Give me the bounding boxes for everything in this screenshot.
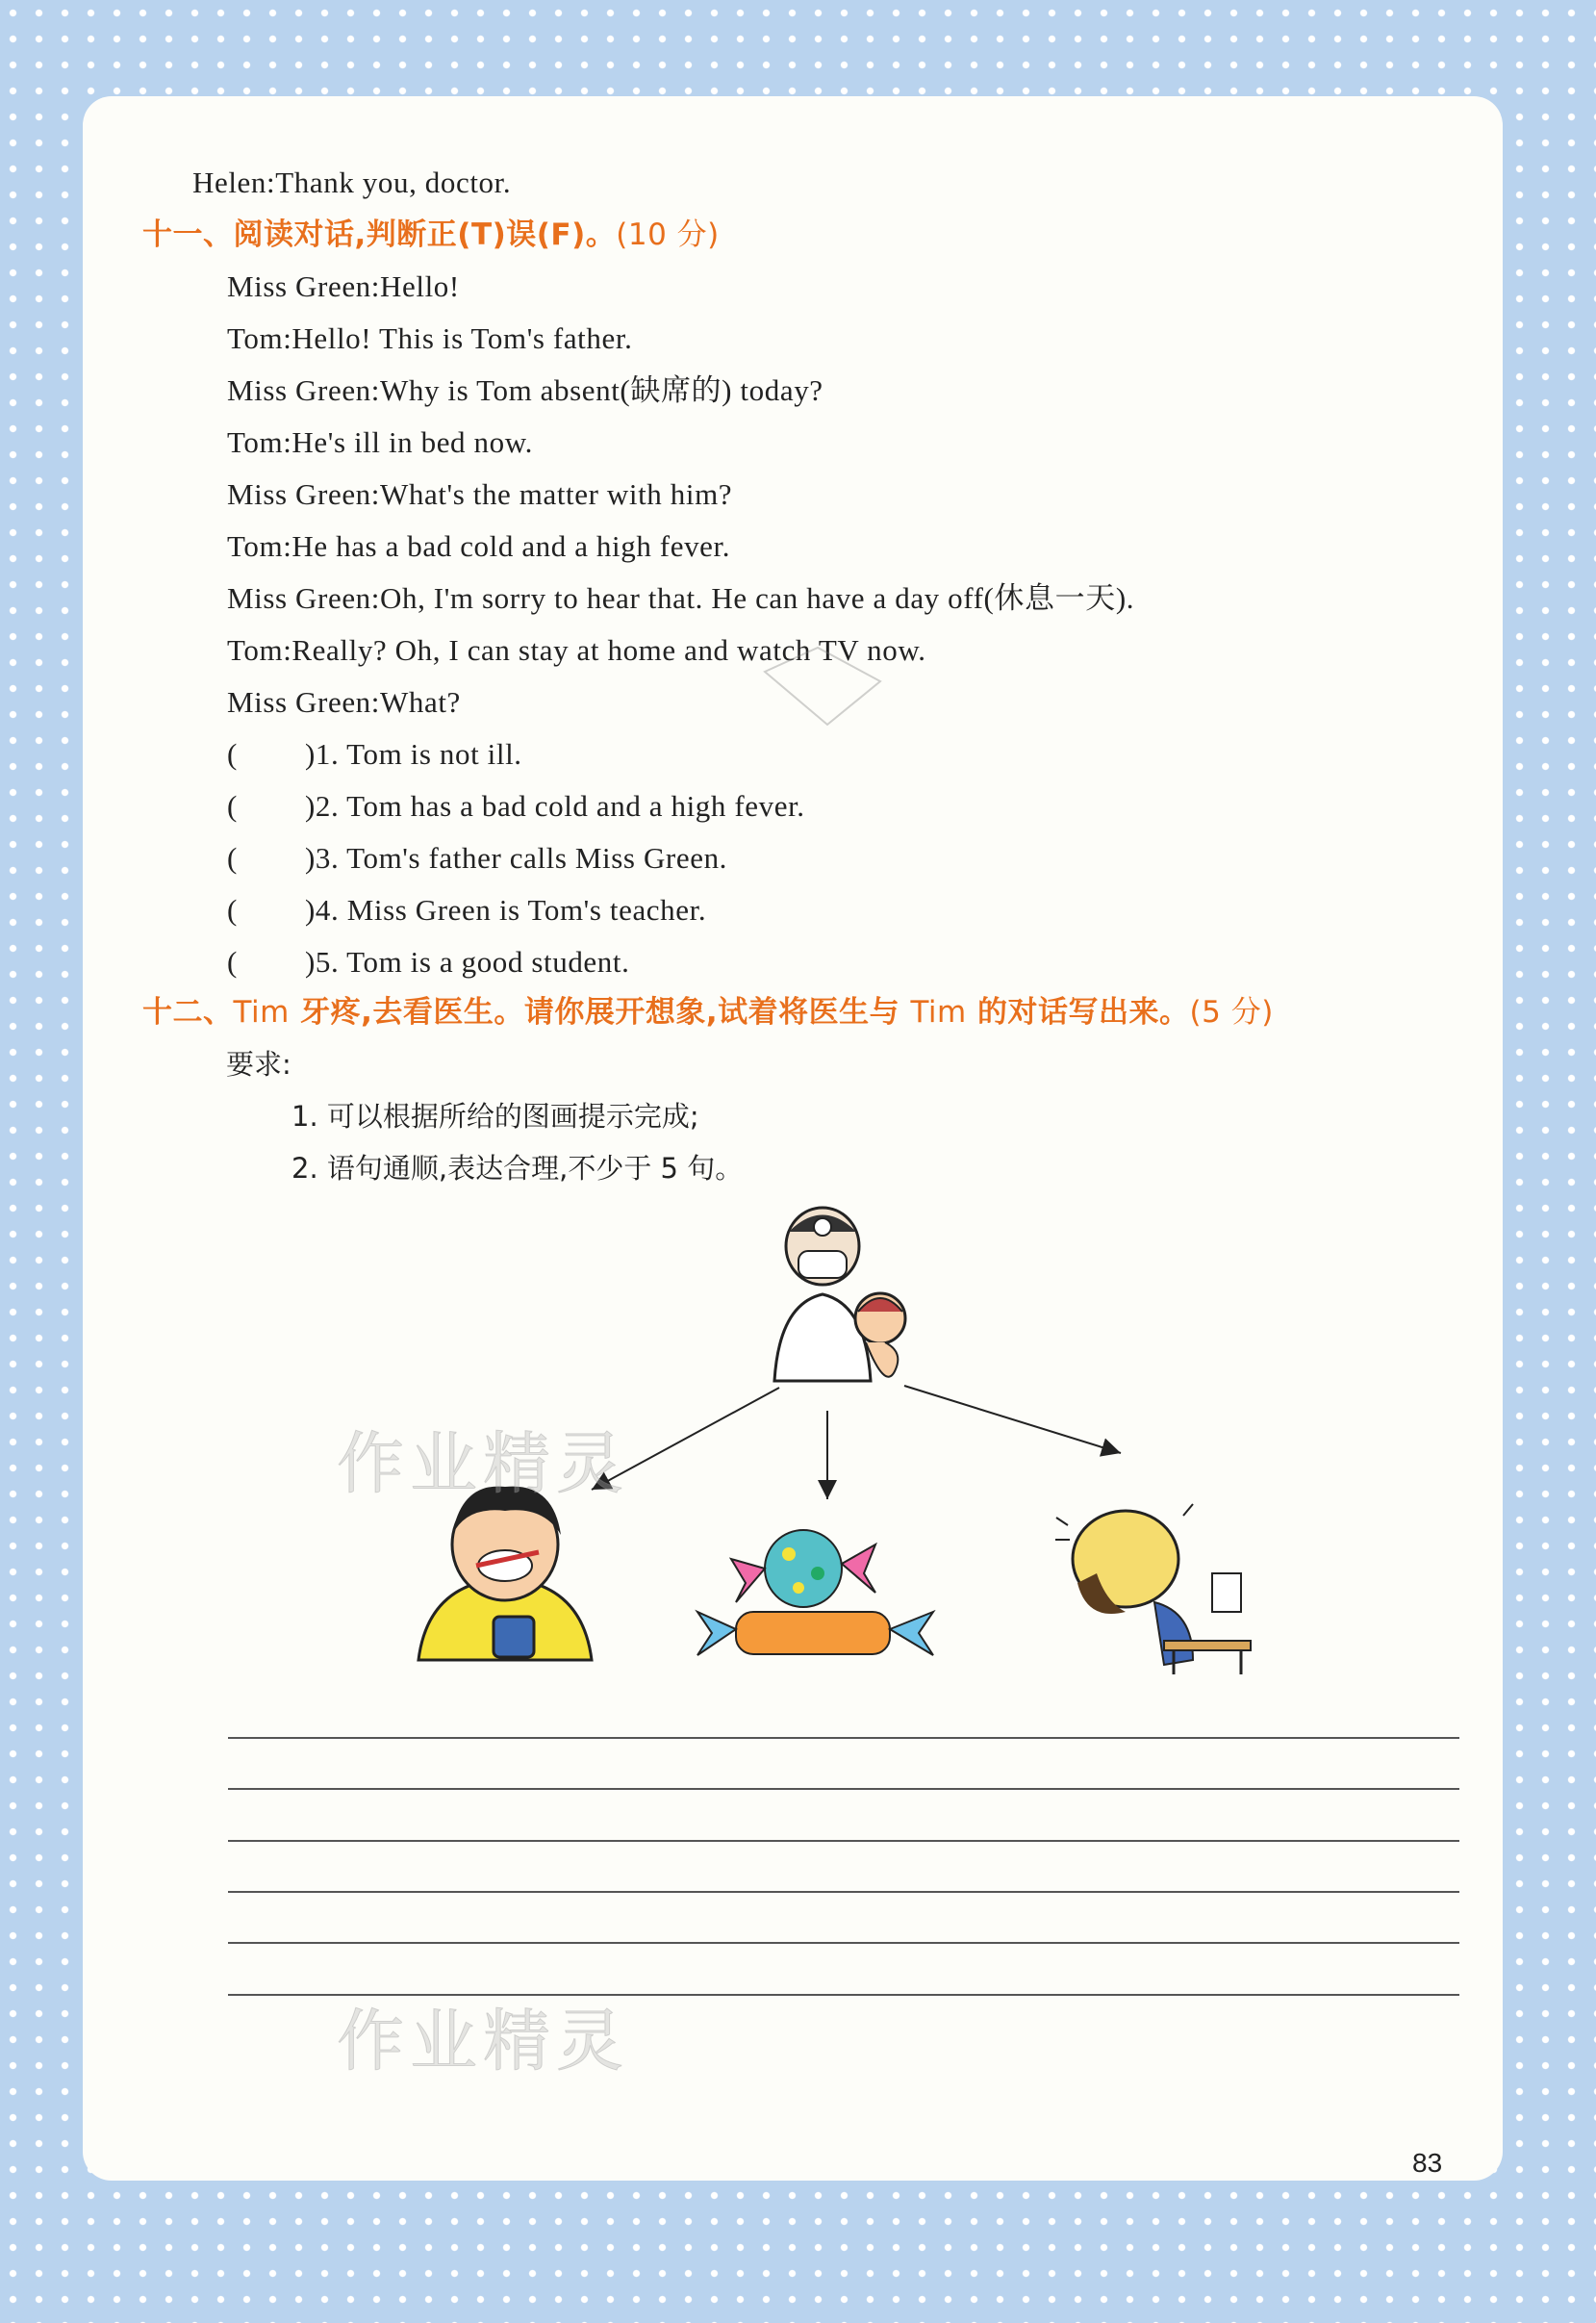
answer-bracket-open: ( xyxy=(227,789,238,823)
dialogue-line: Tom:He's ill in bed now. xyxy=(227,425,534,459)
writing-line[interactable] xyxy=(228,1788,1459,1790)
writing-line[interactable] xyxy=(228,1737,1459,1739)
question-text: Tom's father calls Miss Green. xyxy=(346,841,728,875)
doctor-with-child-illustration xyxy=(750,1198,943,1400)
writing-line[interactable] xyxy=(228,1840,1459,1842)
answer-bracket-close: ) xyxy=(304,737,316,771)
question-text: Tom is not ill. xyxy=(346,737,522,771)
requirement-1: 1. 可以根据所给的图画提示完成; xyxy=(291,1100,699,1133)
question-text: Tom has a bad cold and a high fever. xyxy=(346,789,805,823)
dialogue-line: Miss Green:What? xyxy=(227,685,461,719)
question-number: 3. xyxy=(315,841,340,875)
dialogue-text: Hello! This is Tom's father. xyxy=(291,321,633,355)
answer-bracket-open: ( xyxy=(227,841,238,875)
section12-title: 牙疼,去看医生。请你展开想象,试着将医生与 xyxy=(289,995,911,1030)
section11-number: 十一、 xyxy=(142,217,234,252)
section12-score: (5 分) xyxy=(1189,995,1274,1030)
dialogue-line: Tom:Really? Oh, I can stay at home and watch TV now. xyxy=(227,633,926,667)
speaker-name: Tom xyxy=(227,633,284,667)
question-number: 2. xyxy=(315,789,340,823)
dialogue-line: Tom:Hello! This is Tom's father. xyxy=(227,321,633,355)
dialogue-text: Oh, I'm sorry to hear that. He can have a day off(休息一天). xyxy=(380,581,1135,615)
question-item xyxy=(227,839,727,878)
writing-line[interactable] xyxy=(228,1891,1459,1893)
answer-bracket-close: ) xyxy=(304,893,316,927)
question-number: 4. xyxy=(315,893,340,927)
answer-bracket-open: ( xyxy=(227,737,238,771)
question-number: 5. xyxy=(315,945,340,979)
dialogue-text: Really? Oh, I can stay at home and watch TV now. xyxy=(291,633,926,667)
dialogue-text: Why is Tom absent(缺席的) today? xyxy=(380,373,823,407)
writing-line[interactable] xyxy=(228,1942,1459,1944)
speaker-name: Miss Green xyxy=(227,373,371,407)
dialogue-line: Tom:He has a bad cold and a high fever. xyxy=(227,529,731,563)
candy-illustration xyxy=(693,1516,943,1660)
dialogue-line: Miss Green:What's the matter with him? xyxy=(227,477,733,511)
dialogue-text: Hello! xyxy=(380,269,460,303)
speaker-name: Miss Green xyxy=(227,269,371,303)
watermark: 作业精灵 xyxy=(337,1424,629,1503)
section12-number: 十二、 xyxy=(142,995,234,1030)
answer-bracket-close: ) xyxy=(304,841,316,875)
dialogue-text: He's ill in bed now. xyxy=(291,425,534,459)
question-item xyxy=(227,735,522,774)
question-text: Tom is a good student. xyxy=(346,945,630,979)
prev-dialogue-line: Helen:Thank you, doctor. xyxy=(192,166,512,199)
dialogue-text: What's the matter with him? xyxy=(380,477,733,511)
dialogue-line: Miss Green:Why is Tom absent(缺席的) today? xyxy=(227,373,823,407)
watermark-stamp-icon xyxy=(760,643,885,729)
answer-bracket-open: ( xyxy=(227,945,238,979)
dialogue-text: What? xyxy=(380,685,461,719)
requirement-2: 2. 语句通顺,表达合理,不少于 5 句。 xyxy=(291,1152,744,1185)
section12-title-tim: Tim xyxy=(233,995,290,1030)
man-with-toothache-illustration xyxy=(1049,1468,1279,1679)
requirements-label: 要求: xyxy=(226,1048,291,1081)
dialogue-text: He has a bad cold and a high fever. xyxy=(291,529,731,563)
speaker-name: Miss Green xyxy=(227,477,371,511)
answer-bracket-open: ( xyxy=(227,893,238,927)
dialogue-line: Miss Green:Hello! xyxy=(227,269,460,303)
speaker-name: Tom xyxy=(227,529,284,563)
section11-title: 阅读对话,判断正(T)误(F)。 xyxy=(233,217,617,252)
speaker-name: Tom xyxy=(227,321,284,355)
section12-title-post: 的对话写出来。 xyxy=(966,995,1190,1030)
dialogue-line: Miss Green:Oh, I'm sorry to hear that. He can have a day off(休息一天). xyxy=(227,581,1135,615)
speaker-name: Tom xyxy=(227,425,284,459)
speaker-name: Miss Green xyxy=(227,685,371,719)
question-item xyxy=(227,943,629,982)
watermark: 作业精灵 xyxy=(337,2002,629,2080)
speaker-name: Miss Green xyxy=(227,581,371,615)
section11-heading xyxy=(142,216,720,254)
question-item xyxy=(227,787,805,826)
section12-heading xyxy=(142,993,1274,1032)
answer-bracket-close: ) xyxy=(304,789,316,823)
section12-title-tim2: Tim xyxy=(910,995,967,1030)
question-number: 1. xyxy=(315,737,340,771)
question-text: Miss Green is Tom's teacher. xyxy=(346,893,707,927)
section11-score: (10 分) xyxy=(616,217,720,252)
page-number: 83 xyxy=(1412,2148,1443,2178)
answer-bracket-close: ) xyxy=(304,945,316,979)
question-item xyxy=(227,891,706,930)
